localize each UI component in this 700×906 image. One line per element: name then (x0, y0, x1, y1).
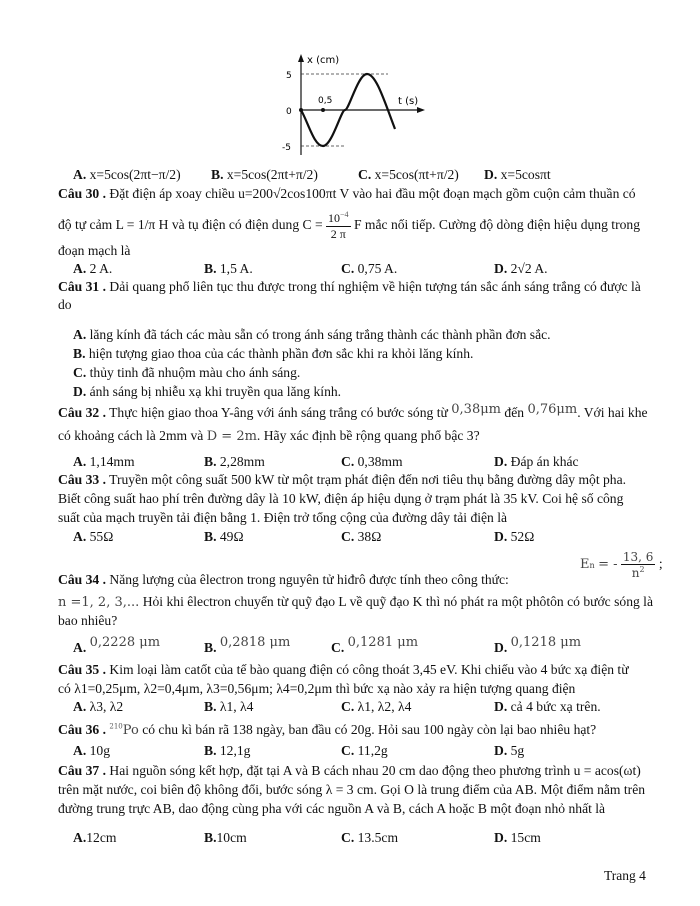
question-text: Kim loại làm catốt của tế bào quang điện có công thoát 3,45 eV. Khi chiếu vào 4 bức xạ điện từ (109, 662, 629, 677)
y-bottom-tick: -5 (282, 143, 291, 153)
origin-point (299, 108, 303, 112)
question-label: Câu 35 . (58, 662, 106, 677)
q29-option-a[interactable] (73, 167, 181, 183)
q29-option-d[interactable] (484, 167, 551, 183)
q29-option-b[interactable] (211, 167, 318, 183)
q32-option-c[interactable] (341, 454, 403, 470)
option-text: thủy tinh đã nhuộm màu cho ánh sáng. (89, 365, 301, 380)
option-text: 2√2 A. (510, 261, 548, 276)
q34-option-d[interactable] (494, 634, 582, 655)
q34-line2 (58, 594, 653, 610)
q36-option-d[interactable] (494, 743, 524, 759)
y-axis-arrow (298, 54, 304, 62)
option-letter: B. (204, 830, 217, 845)
option-letter: D. (484, 167, 498, 182)
q30-option-b[interactable] (204, 261, 253, 277)
option-letter: D. (494, 454, 508, 469)
option-letter: D. (494, 529, 508, 544)
option-text: 0,2818 μm (219, 635, 291, 650)
option-text: 5g (510, 743, 525, 758)
polonium-nuclide: $^{210}$Po (109, 722, 139, 738)
question-label: Câu 34 . (58, 572, 106, 587)
option-letter: B. (73, 346, 86, 361)
capacitance-fraction (326, 210, 351, 242)
t-axis-arrow (417, 107, 425, 113)
option-text: 2 A. (89, 261, 113, 276)
option-letter: A. (73, 830, 87, 845)
q30-line1 (58, 186, 636, 202)
option-text: λ1, λ4 (219, 699, 254, 714)
q37-line1 (58, 763, 641, 779)
option-text: 13.5cm (357, 830, 399, 845)
q36-line1 (58, 722, 596, 738)
option-letter: C. (341, 529, 355, 544)
q32-option-d[interactable] (494, 454, 579, 470)
y-axis-label: x (cm) (307, 55, 340, 66)
fraction-numerator: 10 (328, 211, 341, 225)
q31-option-b[interactable] (73, 346, 473, 362)
q33-line2: Biết công suất hao phí trên đường dây là 10 kW, điện áp hiệu dụng ở trạm phát là 35 kV. Coi hệ số công (58, 491, 624, 506)
q37-option-a[interactable] (73, 830, 116, 846)
option-text: λ1, λ2, λ4 (357, 699, 412, 714)
option-text: hiện tượng giao thoa của các thành phần đơn sắc khi ra khỏi lăng kính. (88, 346, 474, 361)
option-text: 11,2g (357, 743, 388, 758)
q34-option-a[interactable] (73, 634, 161, 655)
option-letter: B. (204, 261, 217, 276)
question-text: F mắc nối tiếp. Cường độ dòng điện hiệu dụng trong (353, 217, 640, 233)
q36-option-a[interactable] (73, 743, 110, 759)
option-text: 38Ω (357, 529, 382, 544)
question-text: Năng lượng của êlectron trong nguyên tử hiđrô được tính theo công thức: (109, 572, 509, 587)
option-text: 2,28mm (219, 454, 265, 469)
energy-fraction (621, 550, 656, 580)
q37-line2: trên mặt nước, coi biên độ không đổi, bước sóng λ = 3 cm. Gọi O là trung điểm của AB. Một điểm nằm trên (58, 782, 646, 797)
q32-option-b[interactable] (204, 454, 265, 470)
q36-option-c[interactable] (341, 743, 388, 759)
q34-option-c[interactable] (331, 634, 419, 655)
option-letter: A. (73, 327, 87, 342)
option-text: 49Ω (219, 529, 244, 544)
option-letter: D. (494, 261, 508, 276)
question-text: có khoảng cách là 2mm và (58, 428, 204, 443)
q29-option-c[interactable] (358, 167, 459, 183)
semicolon: ; (658, 556, 663, 572)
option-letter: C. (341, 830, 355, 845)
question-label: Câu 37 . (58, 763, 106, 778)
option-text: λ3, λ2 (89, 699, 124, 714)
option-text: 1,14mm (89, 454, 135, 469)
option-text: 0,2228 μm (89, 635, 161, 650)
q31-line2: do (58, 297, 72, 312)
question-text: Dải quang phổ liên tục thu được trong thí nghiệm về hiện tượng tán sắc ánh sáng trắng có được là (109, 279, 641, 294)
q34-line1 (58, 572, 509, 588)
q33-option-c[interactable] (341, 529, 381, 545)
question-text: đến (504, 405, 525, 420)
q31-line1 (58, 279, 641, 295)
question-label: Câu 36 . (58, 722, 106, 737)
option-letter: D. (494, 830, 508, 845)
option-text: 12cm (86, 830, 117, 845)
q33-option-b[interactable] (204, 529, 244, 545)
option-letter: B. (211, 167, 224, 182)
q34-line3: bao nhiêu? (58, 613, 118, 628)
t-tick-point (321, 108, 325, 112)
q37-option-c[interactable] (341, 830, 398, 846)
question-text: độ tự cảm L = 1/π H và tụ điện có điện dung C = (58, 217, 323, 233)
option-letter: C. (341, 699, 355, 714)
question-label: Câu 30 . (58, 186, 106, 201)
option-letter: B. (204, 699, 217, 714)
page-number: Trang 4 (604, 868, 646, 883)
option-letter: A. (73, 743, 87, 758)
option-text: 0,38mm (357, 454, 403, 469)
option-letter: B. (204, 743, 217, 758)
option-letter: B. (204, 529, 217, 544)
option-letter: C. (73, 365, 87, 380)
option-letter: A. (73, 167, 87, 182)
option-text: 0,1281 μm (347, 635, 419, 650)
option-text: 55Ω (89, 529, 114, 544)
option-letter: D. (494, 640, 508, 655)
energy-formula (580, 550, 663, 580)
option-text: 15cm (510, 830, 541, 845)
question-text: Hai nguồn sóng kết hợp, đặt tại A và B cách nhau 20 cm dao động theo phương trình u = acos(ωt) (109, 763, 641, 778)
option-letter: C. (341, 743, 355, 758)
option-text: ánh sáng bị nhiễu xạ khi truyền qua lăng kính. (89, 384, 342, 399)
q30-option-d[interactable] (494, 261, 548, 277)
oscillation-graph (270, 50, 430, 160)
option-letter: B. (204, 640, 217, 655)
question-text: . Với hai khe (577, 405, 648, 420)
q33-line3: suất của mạch truyền tải điện bằng 1. Điện trở tổng cộng của đường dây tải điện là (58, 510, 508, 525)
q37-option-b[interactable] (204, 830, 247, 846)
option-text: 12,1g (219, 743, 251, 758)
option-letter: B. (204, 454, 217, 469)
option-text: 10g (89, 743, 111, 758)
q31-option-d[interactable] (73, 384, 341, 400)
option-text: 1,5 A. (219, 261, 253, 276)
q35-option-b[interactable] (204, 699, 253, 715)
q35-option-d[interactable] (494, 699, 601, 715)
option-text: x=5cos(2πt−π/2) (89, 167, 181, 182)
option-letter: C. (341, 261, 355, 276)
q35-line1 (58, 662, 629, 678)
q33-option-a[interactable] (73, 529, 113, 545)
q32-line2 (58, 428, 480, 444)
option-text: 10cm (216, 830, 247, 845)
q30-line2 (58, 210, 640, 242)
y-top-tick: 5 (286, 71, 292, 81)
q30-option-a[interactable] (73, 261, 112, 277)
question-label: Câu 31 . (58, 279, 106, 294)
option-letter: A. (73, 640, 87, 655)
q36-option-b[interactable] (204, 743, 250, 759)
option-text: cả 4 bức xạ trên. (510, 699, 601, 714)
t-tick-label: 0,5 (318, 96, 333, 106)
fraction-numerator: 13, 6 (622, 550, 654, 564)
option-letter: A. (73, 529, 87, 544)
t-axis-label: t (s) (398, 96, 419, 107)
question-text: có chu kì bán rã 138 ngày, ban đầu có 20g. Hỏi sau 100 ngày còn lại bao nhiêu hạt? (142, 722, 597, 737)
option-text: x=5cos(πt+π/2) (374, 167, 459, 182)
energy-symbol: En (580, 557, 595, 573)
screen-distance: D = 2m (206, 429, 257, 444)
q33-option-d[interactable] (494, 529, 534, 545)
q37-option-d[interactable] (494, 830, 541, 846)
n-values: n =1, 2, 3,... (58, 595, 140, 610)
option-letter: D. (494, 743, 508, 758)
q37-line3: đường trung trực AB, dao động cùng pha với các nguồn A và B, cách A hoặc B một đoạn nhỏ nhất là (58, 801, 606, 816)
question-text: Truyền một công suất 500 kW từ một trạm phát điện đến nơi tiêu thụ bằng đường dây một pha. (109, 472, 627, 487)
y-zero-tick: 0 (286, 107, 292, 117)
formula-equals: = - (598, 557, 618, 573)
option-letter: D. (73, 384, 87, 399)
q32-line1 (58, 402, 648, 421)
option-letter: C. (341, 454, 355, 469)
q35-option-a[interactable] (73, 699, 123, 715)
q35-line2: có λ1=0,25μm, λ2=0,4μm, λ3=0,56μm; λ4=0,2μm thì bức xạ nào xảy ra hiện tượng quang điện (58, 681, 576, 696)
lambda-max: 0,76μm (527, 402, 578, 417)
question-text: Thực hiện giao thoa Y-âng với ánh sáng trắng có bước sóng từ (109, 405, 448, 420)
q31-option-a[interactable] (73, 327, 551, 343)
q34-option-b[interactable] (204, 634, 291, 655)
q32-option-a[interactable] (73, 454, 135, 470)
q30-line3: đoạn mạch là (58, 243, 131, 258)
option-letter: C. (358, 167, 372, 182)
question-text: Hỏi khi êlectron chuyển từ quỹ đạo L về quỹ đạo K thì nó phát ra một phôtôn có bước sóng là (142, 594, 653, 609)
option-text: 0,75 A. (357, 261, 398, 276)
q33-line1 (58, 472, 626, 488)
option-text: Đáp án khác (510, 454, 579, 469)
option-letter: D. (494, 699, 508, 714)
option-text: x=5cosπt (500, 167, 551, 182)
option-text: 52Ω (510, 529, 535, 544)
question-label: Câu 33 . (58, 472, 106, 487)
question-text: . Hãy xác định bề rộng quang phổ bậc 3? (256, 428, 480, 443)
fraction-denominator: $n^2$ (631, 565, 645, 580)
fraction-exponent: −4 (340, 210, 349, 219)
question-text: Đặt điện áp xoay chiều u=200√2cos100πt V vào hai đầu một đoạn mạch gồm cuộn cảm thuần có (109, 186, 636, 201)
q35-option-c[interactable] (341, 699, 411, 715)
option-letter: A. (73, 261, 87, 276)
option-text: 0,1218 μm (510, 635, 582, 650)
q30-option-c[interactable] (341, 261, 397, 277)
q31-option-c[interactable] (73, 365, 300, 381)
lambda-min: 0,38μm (451, 402, 501, 417)
option-letter: A. (73, 699, 87, 714)
fraction-denominator: 2 π (330, 227, 346, 241)
option-letter: A. (73, 454, 87, 469)
option-text: lăng kính đã tách các màu sẵn có trong ánh sáng trắng thành các thành phần đơn sắc. (89, 327, 551, 342)
question-label: Câu 32 . (58, 405, 106, 420)
option-letter: C. (331, 640, 345, 655)
option-text: x=5cos(2πt+π/2) (226, 167, 318, 182)
